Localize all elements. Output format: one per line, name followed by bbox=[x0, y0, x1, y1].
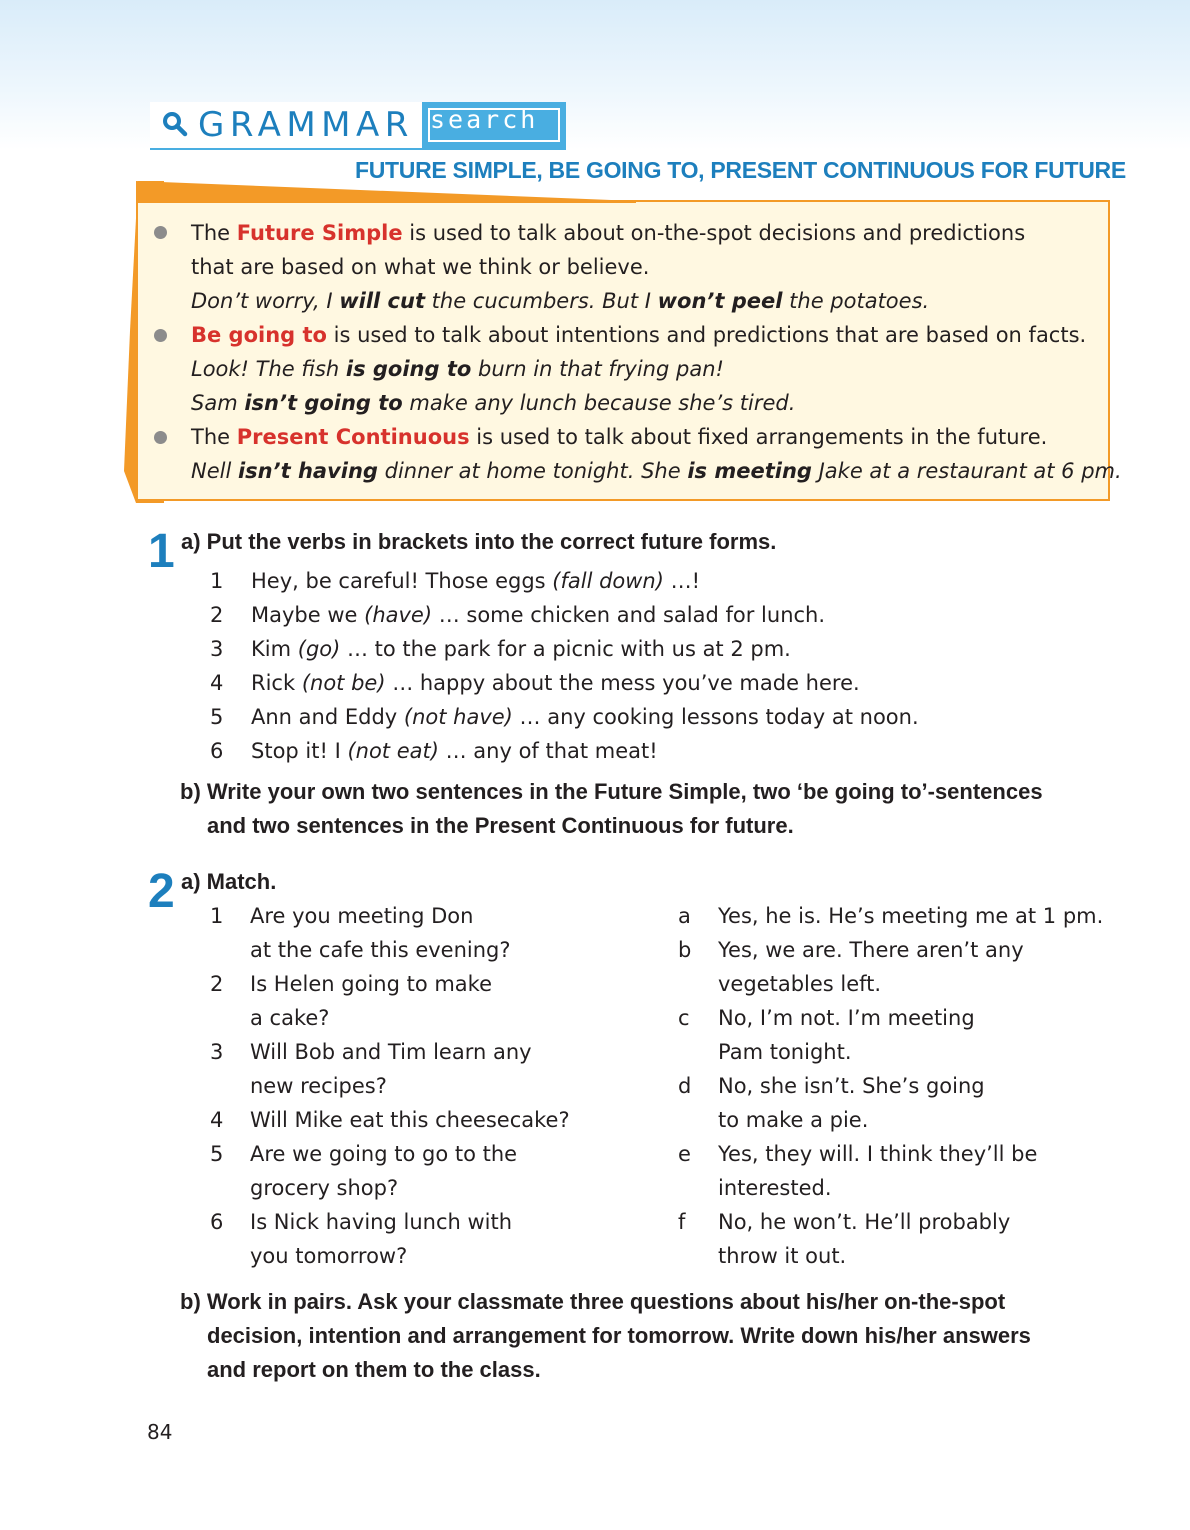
item-verb: (have) bbox=[364, 603, 433, 627]
item-number: 4 bbox=[210, 671, 224, 695]
example-text: Sam bbox=[191, 391, 245, 415]
page-number: 84 bbox=[147, 1420, 173, 1444]
rule-text: is used to talk about on-the-spot decisions and predictions bbox=[402, 221, 1026, 245]
rule-example bbox=[191, 289, 929, 313]
orange-tab-decoration bbox=[136, 181, 636, 203]
exercise-2b-instruction-cont: decision, intention and arrangement for tomorrow. Write down his/her answers bbox=[207, 1323, 1031, 1348]
item-number: 6 bbox=[210, 739, 224, 763]
rule-future-simple-cont: that are based on what we think or believe. bbox=[191, 255, 650, 279]
exercise-1b-instruction: b) Write your own two sentences in the Future Simple, two ‘be going to’-sentences bbox=[180, 779, 1043, 804]
answer-letter: b bbox=[678, 938, 692, 962]
item-text: Hey, be careful! Those eggs bbox=[251, 569, 553, 593]
rule-example bbox=[191, 357, 724, 381]
exercise-1b-instruction-cont: and two sentences in the Present Continuous for future. bbox=[207, 813, 794, 838]
rule-text: The bbox=[191, 425, 237, 449]
answer-text: No, she isn’t. She’s going bbox=[718, 1074, 985, 1098]
answer-text: throw it out. bbox=[718, 1244, 847, 1268]
answer-text: No, he won’t. He’ll probably bbox=[718, 1210, 1011, 1234]
search-word: search bbox=[430, 105, 539, 134]
item-text: … any of that meat! bbox=[438, 739, 658, 763]
example-text: Don’t worry, I bbox=[191, 289, 340, 313]
grammar-rule-box bbox=[136, 200, 1110, 501]
item-number: 3 bbox=[210, 637, 224, 661]
item-text: Kim bbox=[251, 637, 298, 661]
grammar-word: GRAMMAR bbox=[198, 105, 414, 145]
exercise-1-item bbox=[251, 739, 658, 763]
question-text: Are we going to go to the bbox=[250, 1142, 518, 1166]
exercise-2a-instruction: a) Match. bbox=[181, 869, 277, 894]
answer-letter: a bbox=[678, 904, 691, 928]
bullet-icon bbox=[154, 329, 167, 342]
question-text: Are you meeting Don bbox=[250, 904, 474, 928]
question-text: Will Mike eat this cheesecake? bbox=[250, 1108, 570, 1132]
example-text: dinner at home tonight. She bbox=[377, 459, 688, 483]
rule-example bbox=[191, 459, 1122, 483]
exercise-1-number: 1 bbox=[148, 525, 175, 578]
item-text: Maybe we bbox=[251, 603, 365, 627]
exercise-1-item bbox=[251, 705, 919, 729]
item-verb: (not be) bbox=[301, 671, 386, 695]
answer-text: Yes, they will. I think they’ll be bbox=[718, 1142, 1038, 1166]
example-verb: is meeting bbox=[687, 459, 812, 483]
item-verb: (go) bbox=[297, 637, 341, 661]
exercise-1a-instruction: a) Put the verbs in brackets into the correct future forms. bbox=[181, 529, 777, 554]
item-text: Rick bbox=[251, 671, 302, 695]
question-text: Is Nick having lunch with bbox=[250, 1210, 513, 1234]
item-text: … happy about the mess you’ve made here. bbox=[385, 671, 860, 695]
answer-text: to make a pie. bbox=[718, 1108, 869, 1132]
exercise-2b-instruction-cont: and report on them to the class. bbox=[207, 1357, 541, 1382]
exercise-1-item bbox=[251, 671, 860, 695]
rule-term: Be going to bbox=[191, 323, 327, 347]
question-number: 1 bbox=[210, 904, 224, 928]
example-text: Nell bbox=[191, 459, 238, 483]
item-number: 1 bbox=[210, 569, 224, 593]
item-verb: (not eat) bbox=[347, 739, 439, 763]
rule-term: Present Continuous bbox=[236, 425, 470, 449]
answer-letter: e bbox=[678, 1142, 691, 1166]
question-text: grocery shop? bbox=[250, 1176, 399, 1200]
magnifier-icon bbox=[162, 111, 188, 137]
example-text: burn in that frying pan! bbox=[471, 357, 724, 381]
rule-text: is used to talk about fixed arrangements in the future. bbox=[469, 425, 1048, 449]
answer-letter: c bbox=[678, 1006, 690, 1030]
rule-text: is used to talk about intentions and predictions that are based on facts. bbox=[326, 323, 1087, 347]
header-underline bbox=[150, 148, 566, 150]
bullet-icon bbox=[154, 431, 167, 444]
answer-text: Pam tonight. bbox=[718, 1040, 852, 1064]
example-text: make any lunch because she’s tired. bbox=[402, 391, 796, 415]
item-verb: (fall down) bbox=[552, 569, 664, 593]
question-number: 3 bbox=[210, 1040, 224, 1064]
example-text: Look! The fish bbox=[191, 357, 346, 381]
rule-text: The bbox=[191, 221, 237, 245]
rule-term: Future Simple bbox=[236, 221, 403, 245]
answer-text: vegetables left. bbox=[718, 972, 882, 996]
answer-text: No, I’m not. I’m meeting bbox=[718, 1006, 975, 1030]
question-number: 4 bbox=[210, 1108, 224, 1132]
answer-letter: d bbox=[678, 1074, 692, 1098]
rule-future-simple bbox=[191, 221, 1025, 245]
exercise-1-item bbox=[251, 569, 700, 593]
question-text: Will Bob and Tim learn any bbox=[250, 1040, 532, 1064]
exercise-2b-instruction: b) Work in pairs. Ask your classmate three questions about his/her on-the-spot bbox=[180, 1289, 1006, 1314]
item-number: 2 bbox=[210, 603, 224, 627]
example-text: the potatoes. bbox=[782, 289, 930, 313]
answer-text: Yes, he is. He’s meeting me at 1 pm. bbox=[718, 904, 1104, 928]
item-number: 5 bbox=[210, 705, 224, 729]
question-text: a cake? bbox=[250, 1006, 330, 1030]
exercise-2-number: 2 bbox=[148, 865, 175, 918]
question-number: 5 bbox=[210, 1142, 224, 1166]
question-text: you tomorrow? bbox=[250, 1244, 408, 1268]
item-text: …! bbox=[663, 569, 701, 593]
bullet-icon bbox=[154, 226, 167, 239]
example-verb: won’t peel bbox=[657, 289, 783, 313]
question-text: new recipes? bbox=[250, 1074, 387, 1098]
rule-be-going-to bbox=[191, 323, 1086, 347]
question-number: 6 bbox=[210, 1210, 224, 1234]
example-text: the cucumbers. But I bbox=[424, 289, 658, 313]
item-text: Stop it! I bbox=[251, 739, 348, 763]
item-text: … any cooking lessons today at noon. bbox=[512, 705, 919, 729]
exercise-1-item bbox=[251, 637, 791, 661]
example-verb: will cut bbox=[339, 289, 425, 313]
search-tag bbox=[422, 102, 566, 148]
item-text: … some chicken and salad for lunch. bbox=[432, 603, 826, 627]
example-verb: isn’t having bbox=[237, 459, 378, 483]
item-text: … to the park for a picnic with us at 2 pm. bbox=[340, 637, 791, 661]
grammar-search-header bbox=[150, 102, 566, 148]
question-text: at the cafe this evening? bbox=[250, 938, 511, 962]
question-text: Is Helen going to make bbox=[250, 972, 493, 996]
item-text: Ann and Eddy bbox=[251, 705, 404, 729]
answer-letter: f bbox=[678, 1210, 686, 1234]
answer-text: interested. bbox=[718, 1176, 832, 1200]
rule-example bbox=[191, 391, 795, 415]
example-verb: isn’t going to bbox=[244, 391, 403, 415]
answer-text: Yes, we are. There aren’t any bbox=[718, 938, 1024, 962]
rule-present-continuous bbox=[191, 425, 1047, 449]
example-text: Jake at a restaurant at 6 pm. bbox=[811, 459, 1122, 483]
example-verb: is going to bbox=[345, 357, 472, 381]
question-number: 2 bbox=[210, 972, 224, 996]
exercise-1-item bbox=[251, 603, 825, 627]
section-subtitle: FUTURE SIMPLE, BE GOING TO, PRESENT CONTINUOUS FOR FUTURE bbox=[355, 157, 1126, 183]
item-verb: (not have) bbox=[403, 705, 513, 729]
